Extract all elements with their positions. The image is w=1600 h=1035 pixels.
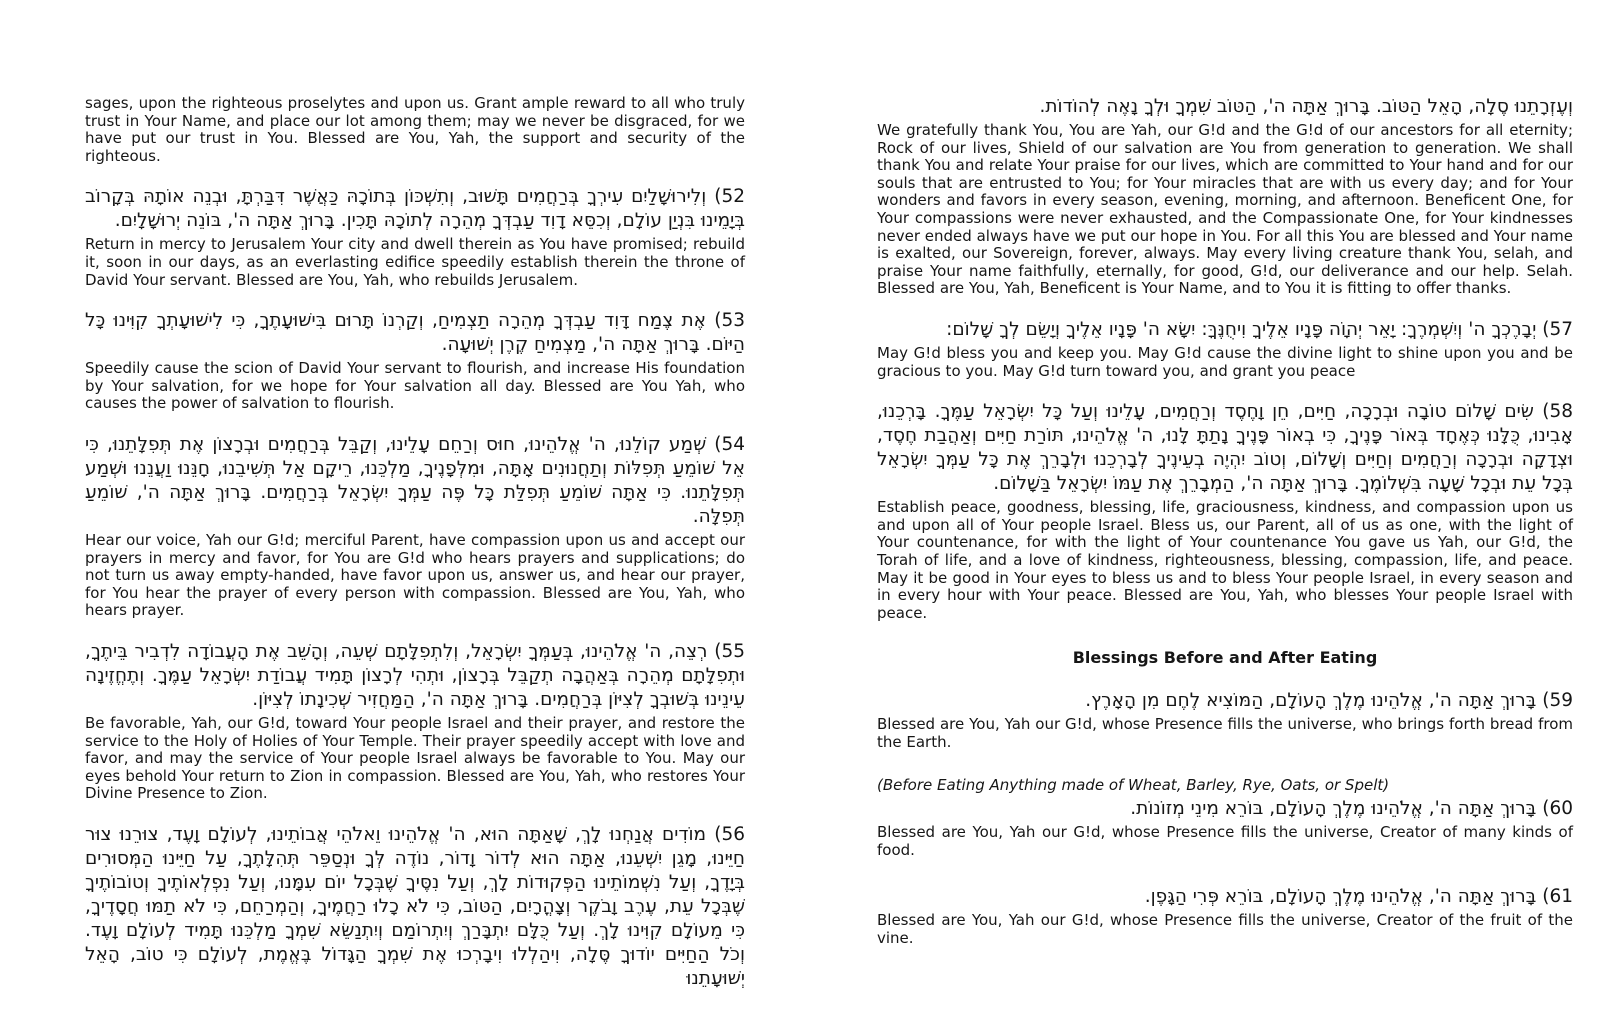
section-56-hebrew: 56) מוֹדִים אֲנַחְנוּ לָךְ, שָׁאַתָּה הוּא, ה' אֱלֹהֵינוּ וֵאלֹהֵי אֲבוֹתֵינוּ, לְעוֹלָם וָעֶד, צוּרֵנוּ צוּר חַיֵּינוּ, מָגֵן יִשְׁעֵנוּ, אַתָּה הוּא לְדוֹר וָדוֹר, נוֹדֶה לְּךָ וּנְסַפֵּר תְּהִלָּתֶךָ, עַל חַיֵּינוּ הַמְּסוּרִים בְּיָדֶךָ, וְעַל נִשְׁמוֹתֵינוּ הַפְּקוּדוֹת לָךְ, וְעַל נִסֶּיךָ שֶׁבְּכָל יוֹם עִמָּנוּ, וְעַל נִפְלְאוֹתֶיךָ וְטוֹבוֹתֶיךָ שֶׁבְּכָל עֵת, עֶרֶב וָבֹקֶר וְצָהֳרָיִם, הַטּוֹב, כִּי לֹא כָלוּ רַחֲמֶיךָ, וְהַמְרַחֵם, כִּי לֹא תַמּוּ חֲסָדֶיךָ, כִּי מֵעוֹלָם קִוִּינוּ לָךְ. וְעַל כֻּלָּם יִתְבָּרַךְ וְיִתְרוֹמַם וְיִתְנַשֵּׂא שִׁמְךָ מַלְכֵּנוּ תָּמִיד לְעוֹלָם וָעֶד. וְכֹל הַחַיִּים יוֹדוּךָ סֶּלָה, וִיהַלְלוּ וִיבָרְכוּ אֶת שִׁמְךָ הַגָּדוֹל בֶּאֱמֶת, לְעוֹלָם כִּי טוֹב, הָאֵל יְשׁוּעָתֵנוּ — [85, 823, 745, 989]
section-61 — [877, 885, 1573, 947]
section-56-continuation-hebrew: וְעֶזְרָתֵנוּ סֶלָה, הָאֵל הַטּוֹב. בָּרוּךְ אַתָּה ה', הַטּוֹב שִׁמְךָ וּלְךָ נָאֶה לְהוֹדוֹת. — [1039, 96, 1573, 117]
section-57-hebrew: 57) יְבָרֶכְךָ ה' וְיִשְׁמְרֶךָ: יָאֵר יְהוָֹה פָּנָיו אֵלֶיךָ וִיחֻנֶּךָּ: יִשָּׂא ה' פָּנָיו אֵלֶיךָ וְיָשֵׂם לְךָ שָׁלוֹם: — [946, 318, 1573, 340]
section-55 — [85, 640, 745, 803]
section-61-hebrew: 61) בָּרוּךְ אַתָּה ה', אֱלֹהֵינוּ מֶלֶךְ הָעוֹלָם, בּוֹרֵא פְּרִי הַגָּפֶן. — [1144, 886, 1573, 908]
section-56 — [85, 823, 745, 991]
section-54 — [85, 433, 745, 620]
grain-foods-note: (Before Eating Anything made of Wheat, Barley, Rye, Oats, or Spelt) — [877, 776, 1390, 795]
section-60 — [877, 777, 1573, 859]
section-56-continuation — [877, 95, 1573, 298]
section-53 — [85, 309, 745, 413]
section-56-english: We gratefully thank You, You are Yah, our G!d and the G!d of our ancestors for all eternity; Rock of our lives, Shield of our salvation are You from generation to generation. We shall thank You and relate Your praise for our lives, which are committed to Your hand and for our souls that are entrusted to You; for Your miracles that are with us every day; and for Your wonders and favors in every season, evening, morning, and afternoon. Beneficent One, for Your compassions were never exhausted, and the Compassionate One, for Your kindnesses never ended always have we put our hope in You. For all this You are blessed and Your name is exalted, our Sovereign, forever, always. May every living creature thank You, selah, and praise Your name faithfully, eternally, for good, G!d, our deliverance and our help. Selah. Blessed are You, Yah, Beneficent is Your Name, and to You it is fitting to offer thanks. — [877, 121, 1573, 298]
section-54-hebrew: 54) שְׁמַע קוֹלֵנוּ, ה' אֱלֹהֵינוּ, חוּס וְרַחֵם עָלֵינוּ, וְקַבֵּל בְּרַחֲמִים וּבְרָצוֹן אֶת תְּפִלָּתֵנוּ, כִּי אֵל שׁוֹמֵעַ תְּפִלּוֹת וְתַחֲנוּנִים אָתָּה, וּמִלְּפָנֶיךָ, מַלְכֵּנוּ, רֵיקָם אַל תְּשִׁיבֵנוּ, חָנֵּנוּ וַעֲנֵנוּ וּשְׁמַע תְּפִלָּתֵנוּ. כִּי אַתָּה שׁוֹמֵעַ תְּפִלַּת כָּל פֶּה עַמְּךָ יִשְׂרָאֵל בְּרַחֲמִים. בָּרוּךְ אַתָּה ה', שׁוֹמֵעַ תְּפִלָּה. — [85, 433, 745, 527]
section-55-hebrew: 55) רְצֵה, ה' אֱלֹהֵינוּ, בְּעַמְּךָ יִשְׂרָאֵל, וְלִתְפִלָּתָם שְׁעֵה, וְהָשֵׁב אֶת הָעֲבוֹדָה לִדְבִיר בֵּיתֶךָ, וּתְפִלָּתָם מְהֵרָה בְּאַהֲבָה תְקַבֵּל בְּרָצוֹן, וּתְהִי לְרָצוֹן תָּמִיד עֲבוֹדַת יִשְׂרָאֵל עַמֶּךָ. וְתֶחֱזֶינָה עֵינֵינוּ בְּשׁוּבְךָ לְצִיּוֹן בְּרַחֲמִים. בָּרוּךְ אַתָּה ה', הַמַּחֲזִיר שְׁכִינָתוֹ לְצִיּוֹן. — [85, 640, 745, 710]
section-59-english: Blessed are You, Yah our G!d, whose Presence fills the universe, who brings forth bread from the Earth. — [877, 715, 1573, 751]
section-59 — [877, 689, 1573, 751]
left-page — [85, 95, 745, 994]
right-page — [877, 95, 1573, 947]
section-53-english: Speedily cause the scion of David Your servant to flourish, and increase His foundation by Your salvation, for we hope for Your salvation all day. Blessed are You Yah, who causes the power of salvation to flourish. — [85, 359, 745, 413]
section-60-hebrew: 60) בָּרוּךְ אַתָּה ה', אֱלֹהֵינוּ מֶלֶךְ הָעוֹלָם, בּוֹרֵא מִינֵי מְזוֹנוֹת. — [1130, 798, 1573, 820]
section-58 — [877, 400, 1573, 622]
section-53-hebrew: 53) אֶת צֶמַח דָּוִד עַבְדְּךָ מְהֵרָה תַצְמִיחַ, וְקַרְנוֹ תָּרוּם בִּישׁוּעָתֶךָ, כִּי לִישׁוּעָתְךָ קִוִּינוּ כָּל הַיּוֹם. בָּרוּךְ אַתָּה ה', מַצְמִיחַ קֶרֶן יְשׁוּעָה. — [85, 310, 745, 356]
section-55-english: Be favorable, Yah, our G!d, toward Your people Israel and their prayer, and restore the service to the Holy of Holies of Your Temple. Their prayer speedily accept with love and favor, and may the service of Your people Israel always be favorable to You. May our eyes behold Your return to Zion in compassion. Blessed are You, Yah, who restores Your Divine Presence to Zion. — [85, 713, 745, 803]
section-58-hebrew: 58) שִׂים שָׁלוֹם טוֹבָה וּבְרָכָה, חַיִּים, חֵן וָחֶסֶד וְרַחֲמִים, עָלֵינוּ וְעַל כָּל יִשְׂרָאֵל עַמֶּךָ. בָּרְכֵנוּ, אָבִינוּ, כֻּלָּנוּ כְּאֶחָד בְּאוֹר פָּנֶיךָ, כִּי בְאוֹר פָּנֶיךָ נָתַתָּ לָּנוּ, ה' אֱלֹהֵינוּ, תּוֹרַת חַיִּים וְאַהֲבַת חֶסֶד, וּצְדָקָה וּבְרָכָה וְרַחֲמִים וְחַיִּים וְשָׁלוֹם, וְטוֹב יִהְיֶה בְעֵינֶיךָ לְבָרְכֵנוּ וּלְבָרֵךְ אֶת כָּל עַמְּךָ יִשְׂרָאֵל בְּכָל עֵת וּבְכָל שָׁעָה בִּשְׁלוֹמֶךָ. בָּרוּךְ אַתָּה ה', הַמְבָרֵךְ אֶת עַמּוֹ יִשְׂרָאֵל בַּשָּׁלוֹם. — [877, 401, 1573, 495]
section-57-english: May G!d bless you and keep you. May G!d cause the divine light to shine upon you and be gracious to you. May G!d turn toward you, and grant you peace — [877, 343, 1573, 380]
section-60-english: Blessed are You, Yah our G!d, whose Presence fills the universe, Creator of many kinds of food. — [877, 823, 1573, 859]
righteous-blessing-continuation-english: sages, upon the righteous proselytes and upon us. Grant ample reward to all who truly trust in Your Name, and place our lot among them; may we never be disgraced, for we have put our trust in You. Blessed are You, Yah, the support and security of the righteous. — [85, 94, 745, 165]
section-57 — [877, 318, 1573, 380]
section-52 — [85, 185, 745, 289]
section-61-english: Blessed are You, Yah our G!d, whose Presence fills the universe, Creator of the fruit of the vine. — [877, 911, 1573, 947]
section-52-english: Return in mercy to Jerusalem Your city and dwell therein as You have promised; rebuild it, soon in our days, as an everlasting edifice speedily establish therein the throne of David Your servant. Blessed are You, Yah, who rebuilds Jerusalem. — [85, 235, 745, 289]
section-54-english: Hear our voice, Yah our G!d; merciful Parent, have compassion upon us and accept our prayers in mercy and favor, for You are G!d who hears prayers and supplications; do not turn us away empty-handed, have favor upon us, answer us, and hear our prayer, for You hear the prayer of every person with compassion. Blessed are You, Yah, who hears prayer. — [85, 530, 745, 620]
section-58-english: Establish peace, goodness, blessing, life, graciousness, kindness, and compassion upon us and upon all of Your people Israel. Bless us, our Parent, all of us as one, with the light of Your countenance, for with the light of Your countenance You gave us Yah, our G!d, the Torah of life, and a love of kindness, righteousness, blessing, compassion, life, and peace. May it be good in Your eyes to bless us and to bless Your people Israel, in every season and in every hour with Your peace. Blessed are You, Yah, who blesses Your people Israel with peace. — [877, 498, 1573, 622]
section-59-hebrew: 59) בָּרוּךְ אַתָּה ה', אֱלֹהֵינוּ מֶלֶךְ הָעוֹלָם, הַמּוֹצִיא לֶחֶם מִן הָאָרֶץ. — [1085, 690, 1573, 712]
eating-blessings-heading: Blessings Before and After Eating — [1072, 648, 1378, 668]
section-52-hebrew: 52) וְלִירוּשָׁלַיִם עִירְךָ בְּרַחֲמִים תָּשׁוּב, וְתִשְׁכּוֹן בְּתוֹכָהּ כַּאֲשֶׁר דִּבַּרְתָּ, וּבְנֵה אוֹתָהּ בְּקָרוֹב בְּיָמֵינוּ בִּנְיַן עוֹלָם, וְכִסֵּא דָוִד עַבְדְּךָ מְהֵרָה לְתוֹכָהּ תָּכִין. בָּרוּךְ אַתָּה ה', בּוֹנֵה יְרוּשָׁלָיִם. — [85, 186, 745, 232]
